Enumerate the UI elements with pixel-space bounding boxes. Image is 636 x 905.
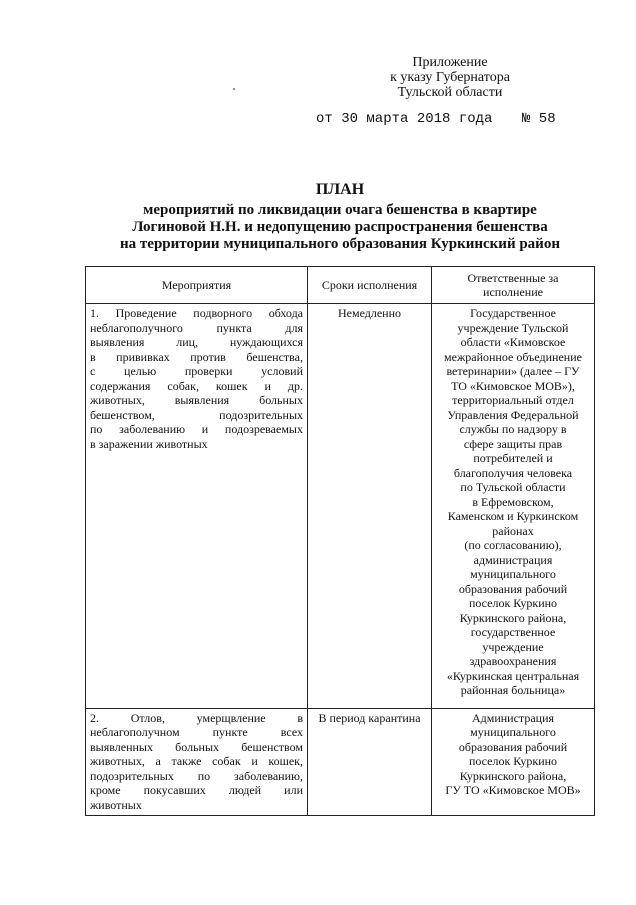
responsible-cell [432,708,595,815]
measure-line: животных, а также собак и кошек, [90,754,303,768]
measure-line: с целью проверки условий [90,364,303,378]
plan-table [85,266,595,816]
measure-line: неблагополучного пункта для [90,320,303,335]
measure-line: бешенством, подозрительных [90,407,303,422]
responsible-line: Куркинского района, [459,768,567,783]
decree-number: № 58 [522,111,556,127]
decree-date: от 30 марта 2018 года [316,111,493,127]
measure-line: выявления лиц, нуждающихся [90,335,303,349]
responsible-line: Государственное [470,306,556,320]
measure-line: по заболеванию и подозреваемых [90,422,303,436]
appendix-line-3: Тульской области [397,85,503,100]
responsible-line: благополучия человека [453,465,573,480]
table-header-row [86,267,595,304]
responsible-line: администрация [473,552,553,567]
responsible-line: государственное [470,625,556,639]
responsible-line: Администрация [471,710,555,725]
table-row [86,304,595,709]
measure-line: неблагополучном пункте всех [90,725,303,739]
responsible-line: области «Кимовское [460,335,566,349]
responsible-line: учреждение [482,639,544,654]
responsible-line: Каменском и Куркинском [447,509,579,523]
measure-line: в прививках против бешенства, [90,349,303,364]
appendix-header [360,55,540,100]
responsible-line: ТО «Кимовское МОВ»), [451,378,575,393]
plan-title-main: ПЛАН [315,181,365,198]
responsible-line: ветеринарии» (далее – ГУ [446,364,580,378]
responsible-line: муниципального [470,567,556,581]
header-deadline: Сроки исполнения [308,267,432,304]
header-responsible-text: Ответственные за исполнение [467,270,559,299]
responsible-line: в Ефремовском, [472,494,554,509]
responsible-line: территориальный отдел [452,393,574,407]
responsible-line: районная больница» [460,683,566,697]
responsible-line: образования рабочий [458,581,568,596]
appendix-line-2: к указу Губернатора [390,70,510,85]
responsible-line: образования рабочий [458,739,568,754]
responsible-line: сфере защиты прав [463,436,563,451]
plan-title-line-1: мероприятий по ликвидации очага бешенства в квартире [143,202,537,218]
table-row [86,708,595,815]
measure-line: животных [90,797,142,812]
responsible-line: учреждение Тульской [457,320,569,335]
header-responsible [432,267,595,304]
responsible-line: «Куркинская центральная [446,668,580,683]
measure-cell [86,708,308,815]
responsible-cell [432,304,595,709]
responsible-line: Куркинского района, [459,610,567,625]
measure-line: животных, выявления больных [90,393,303,407]
measure-line: в заражении животных [90,436,208,451]
responsible-line: службы по надзору в [459,422,567,436]
measure-line: 2. Отлов, умерщвление в [90,710,303,725]
responsible-line: поселок Куркино [468,754,558,768]
responsible-line: муниципального [470,725,556,739]
header-measures: Мероприятия [86,267,308,304]
scan-speck [233,88,235,90]
responsible-line: районах [492,523,534,538]
measure-line: 1. Проведение подворного обхода [90,306,303,320]
responsible-line: Управления Федеральной [447,407,579,422]
responsible-line: здравоохранения [469,654,557,668]
measure-line: подозрительных по заболеванию, [90,768,303,783]
deadline-cell: Немедленно [308,304,432,709]
responsible-line: межрайонное объединение [444,349,582,364]
plan-title-line-2: Логиновой Н.Н. и недопущению распространения бешенства [132,219,548,235]
plan-title [60,181,620,253]
measure-line: содержания собак, кошек и др. [90,378,303,393]
responsible-line: потребителей и [473,451,553,465]
measure-cell [86,304,308,709]
responsible-line: ГУ ТО «Кимовское МОВ» [445,783,581,797]
responsible-line: (по согласованию), [464,538,562,552]
responsible-line: поселок Куркино [468,596,558,610]
responsible-line: по Тульской области [460,480,566,494]
plan-title-line-3: на территории муниципального образования Куркинский район [120,236,560,252]
measure-line: кроме покусавших людей или [90,783,303,797]
appendix-line-1: Приложение [412,55,488,70]
measure-line: выявленных больных бешенством [90,739,303,754]
deadline-cell: В период карантина [308,708,432,815]
